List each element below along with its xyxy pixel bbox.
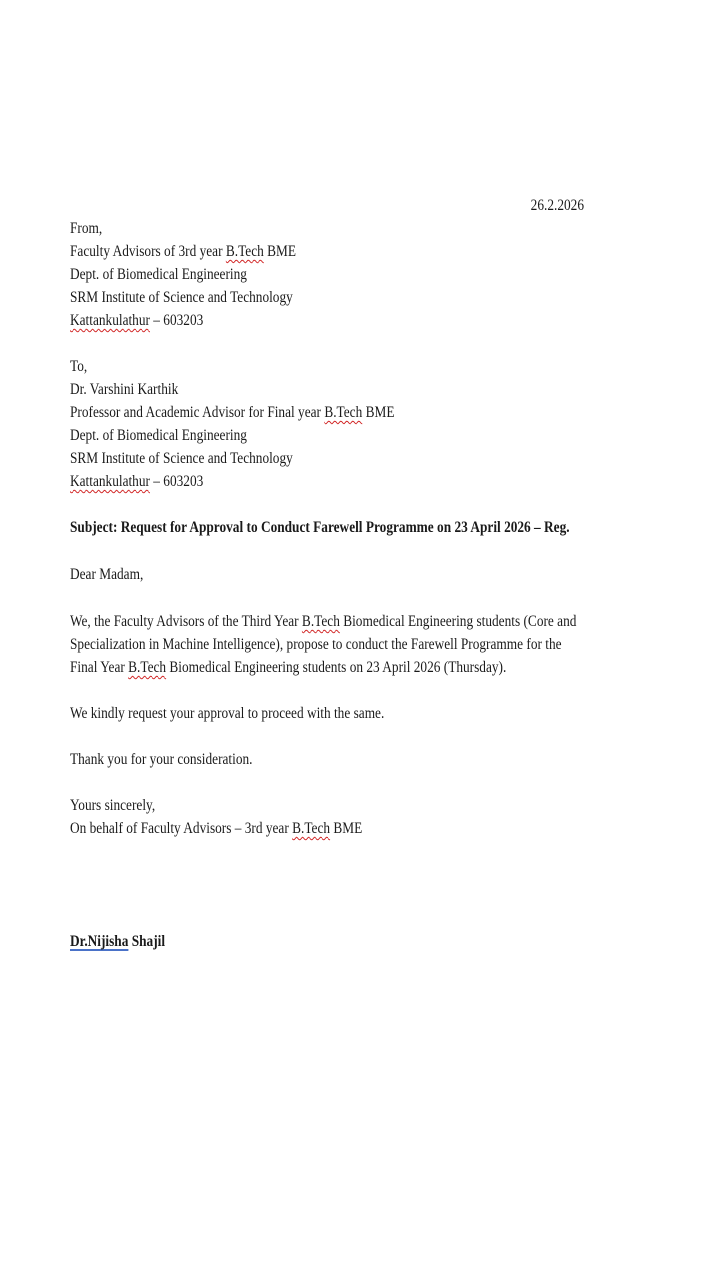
from-line-1: [70, 243, 296, 261]
letter-date: 26.2.2026: [530, 197, 584, 214]
to-line-3: Dept. of Biomedical Engineering: [70, 427, 247, 444]
from-line-4: [70, 312, 203, 330]
text: On behalf of Faculty Advisors – 3rd year: [70, 820, 293, 837]
text: BME: [263, 243, 297, 260]
to-line-2: [70, 404, 394, 422]
spellcheck-word: Kattankulathur: [70, 312, 150, 329]
text: Biomedical Engineering students on 23 April 2026 (Thursday).: [166, 659, 507, 676]
spellcheck-word: B.Tech: [225, 243, 264, 260]
subject-line: Subject: Request for Approval to Conduct Farewell Programme on 23 April 2026 – Reg.: [70, 519, 570, 536]
text: Final Year: [70, 659, 129, 676]
signature-name: [70, 933, 165, 951]
text: Faculty Advisors of 3rd year: [70, 243, 226, 260]
signature-first: Dr.Nijisha: [70, 933, 129, 950]
text: – 603203: [149, 312, 204, 329]
body-p1-line-2: Specialization in Machine Intelligence), propose to conduct the Farewell Programme for the: [70, 636, 562, 653]
body-p3: Thank you for your consideration.: [70, 751, 253, 768]
text: – 603203: [149, 473, 204, 490]
text: We, the Faculty Advisors of the Third Year: [70, 613, 302, 630]
body-p2: We kindly request your approval to proceed with the same.: [70, 705, 385, 722]
spellcheck-word: B.Tech: [324, 404, 363, 421]
closing-line-1: Yours sincerely,: [70, 797, 156, 814]
from-heading: From,: [70, 220, 103, 237]
text: Biomedical Engineering students (Core and: [339, 613, 577, 630]
spellcheck-word: B.Tech: [301, 613, 340, 630]
text: BME: [330, 820, 363, 837]
spellcheck-word: Kattankulathur: [70, 473, 150, 490]
body-p1-line-1: [70, 613, 576, 631]
body-p1-line-3: [70, 659, 506, 677]
from-line-2: Dept. of Biomedical Engineering: [70, 266, 247, 283]
signature-last: Shajil: [128, 933, 166, 950]
to-line-4: SRM Institute of Science and Technology: [70, 450, 293, 467]
to-line-1: Dr. Varshini Karthik: [70, 381, 179, 398]
from-line-3: SRM Institute of Science and Technology: [70, 289, 293, 306]
text: Professor and Academic Advisor for Final year: [70, 404, 325, 421]
to-line-5: [70, 473, 203, 491]
salutation: Dear Madam,: [70, 566, 144, 583]
closing-line-2: [70, 820, 362, 838]
to-heading: To,: [70, 358, 88, 375]
spellcheck-word: B.Tech: [292, 820, 331, 837]
text: BME: [362, 404, 395, 421]
spellcheck-word: B.Tech: [128, 659, 167, 676]
